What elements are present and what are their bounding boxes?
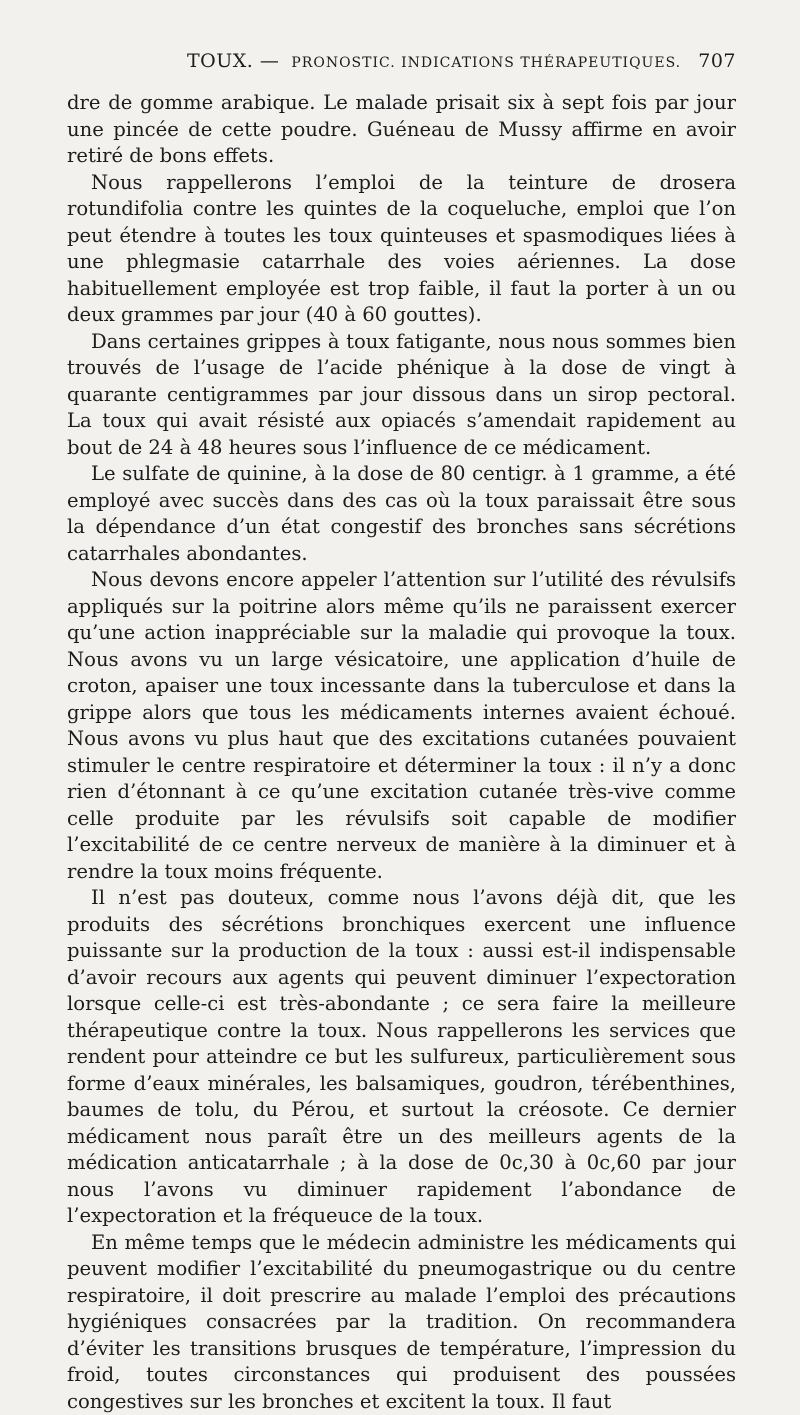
- running-subtitle: PRONOSTIC. INDICATIONS THÉRAPEUTIQUES.: [291, 55, 681, 71]
- paragraph-4: Le sulfate de quinine, à la dose de 80 centigr. à 1 gramme, a été employé avec succès dans des cas où la toux paraissait être sous la dépendance d’un état congestif des bronches sans sécrétions catarrhales abondantes.: [67, 461, 736, 567]
- running-title: TOUX. —: [187, 50, 279, 72]
- paragraph-7: En même temps que le médecin administre les médicaments qui peuvent modifier l’excitabilité du pneumogastrique ou du centre respiratoire, il doit prescrire au malade l’emploi des précautions hygiéniques consacrées par la tradition. On recommandera d’éviter les transitions brusques de température, l’impression du froid, toutes circonstances qui produisent des poussées congestives sur les bronches et excitent la toux. Il faut: [67, 1230, 736, 1415]
- running-header: [67, 50, 736, 86]
- paragraph-6: Il n’est pas douteux, comme nous l’avons déjà dit, que les produits des sécrétions bronchiques exercent une influence puissante sur la production de la toux : aussi est-il indispensable d’avoir recours aux agents qui peuvent diminuer l’expectoration lorsque celle-ci est très-abondante ; ce sera faire la meilleure thérapeutique contre la toux. Nous rappellerons les services que rendent pour atteindre ce but les sulfureux, particulièrement sous forme d’eaux minérales, les balsamiques, goudron, térébenthines, baumes de tolu, du Pérou, et surtout la créosote. Ce dernier médicament nous paraît être un des meilleurs agents de la médication anticatarrhale ; à la dose de 0c,30 à 0c,60 par jour nous l’avons vu diminuer rapidement l’abondance de l’expectoration et la fréqueuce de la toux.: [67, 885, 736, 1230]
- page-number: 707: [698, 50, 736, 72]
- paragraph-1: dre de gomme arabique. Le malade prisait six à sept fois par jour une pincée de cette poudre. Guéneau de Mussy affirme en avoir retiré de bons effets.: [67, 90, 736, 170]
- paragraph-5: Nous devons encore appeler l’attention sur l’utilité des révulsifs appliqués sur la poitrine alors même qu’ils ne paraissent exercer qu’une action inappréciable sur la maladie qui provoque la toux. Nous avons vu un large vésicatoire, une application d’huile de croton, apaiser une toux incessante dans la tuberculose et dans la grippe alors que tous les médicaments internes avaient échoué. Nous avons vu plus haut que des excitations cutanées pouvaient stimuler le centre respiratoire et déterminer la toux : il n’y a donc rien d’étonnant à ce qu’une excitation cutanée très-vive comme celle produite par les révulsifs soit capable de modifier l’excitabilité de ce centre nerveux de manière à la diminuer et à rendre la toux moins fréquente.: [67, 567, 736, 885]
- paragraph-2: Nous rappellerons l’emploi de la teinture de drosera rotundifolia contre les quintes de la coqueluche, emploi que l’on peut étendre à toutes les toux quinteuses et spasmodiques liées à une phlegmasie catarrhale des voies aériennes. La dose habituellement employée est trop faible, il faut la porter à un ou deux grammes par jour (40 à 60 gouttes).: [67, 170, 736, 329]
- paragraph-3: Dans certaines grippes à toux fatigante, nous nous sommes bien trouvés de l’usage de l’acide phénique à la dose de vingt à quarante centigrammes par jour dissous dans un sirop pectoral. La toux qui avait résisté aux opiacés s’amendait rapidement au bout de 24 à 48 heures sous l’influence de ce médicament.: [67, 329, 736, 462]
